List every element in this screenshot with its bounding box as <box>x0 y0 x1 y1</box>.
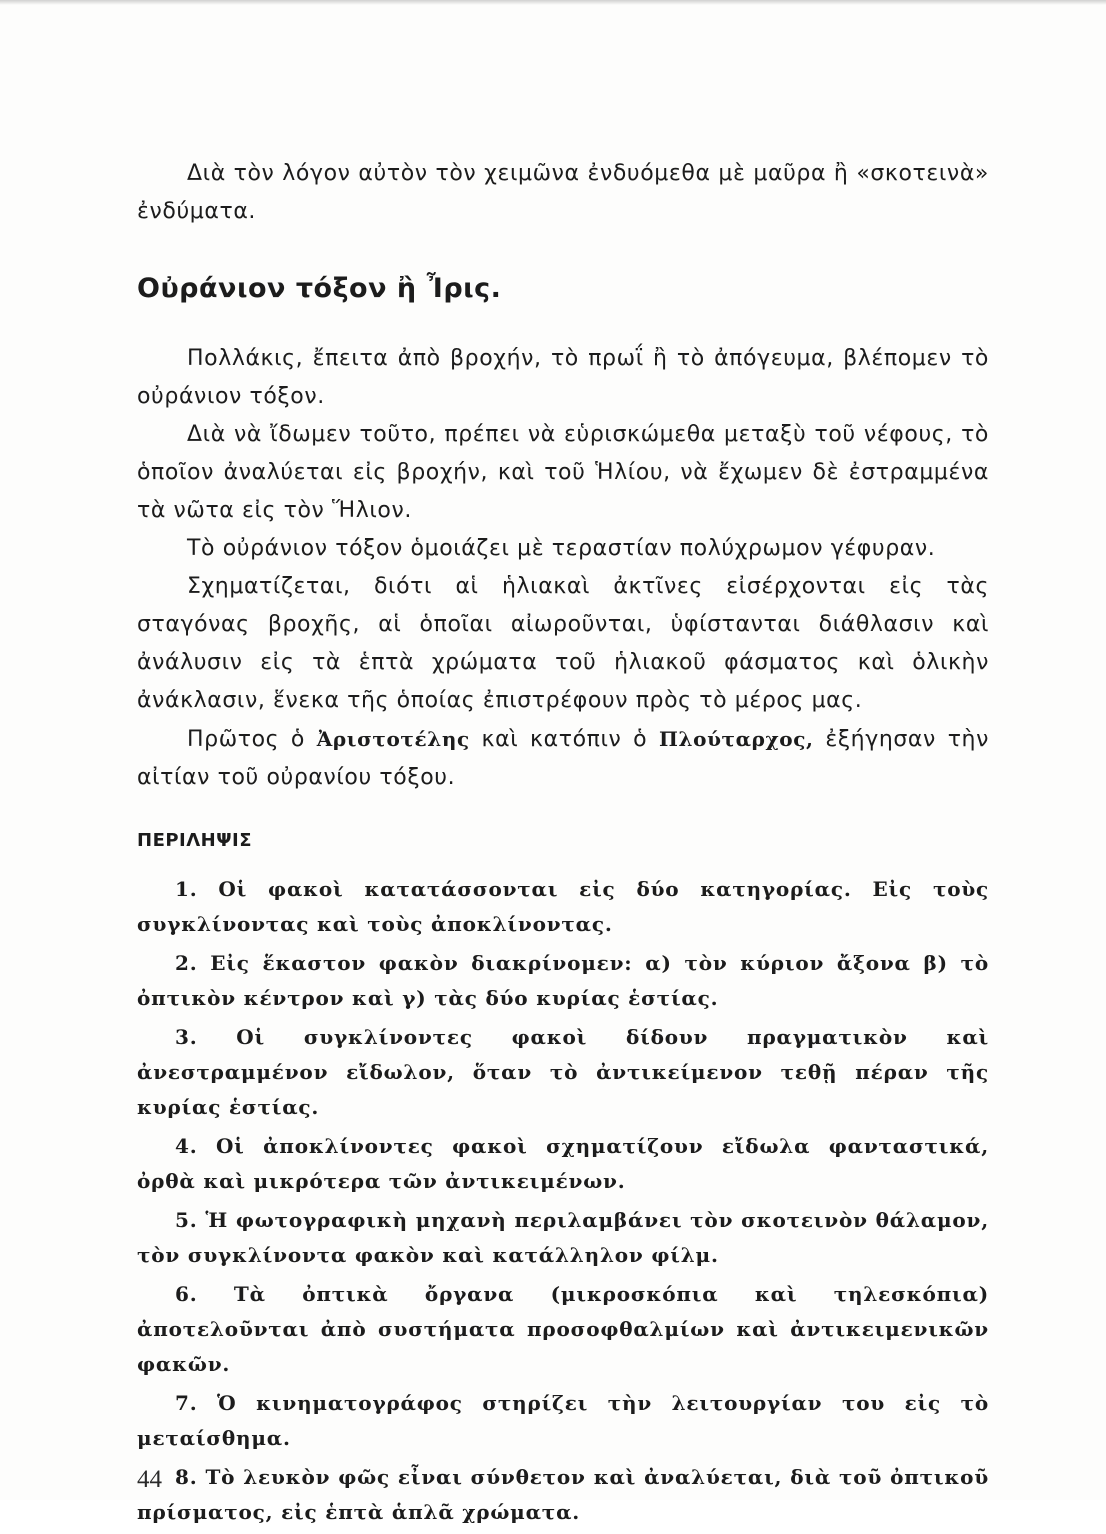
summary-item-3: 3. Οἱ συγκλίνοντες φακοὶ δίδουν πραγματικὸν καὶ ἀνεστραμμένον εἴδωλον, ὅταν τὸ ἀντικείμενον τεθῇ πέραν τῆς κυρίας ἑστίας. <box>137 1025 989 1119</box>
summary-item-6: 6. Τὰ ὀπτικὰ ὄργανα (μικροσκόπια καὶ τηλεσκόπια) ἀποτελοῦνται ἀπὸ συστήματα προσοφθαλμίων καὶ ἀντικειμενικῶν φακῶν. <box>137 1282 989 1376</box>
scan-edge <box>0 0 1106 5</box>
summary-item-5: 5. Ἡ φωτογραφικὴ μηχανὴ περιλαμβάνει τὸν σκοτεινὸν θάλαμον, τὸν συγκλίνοντα φακὸν καὶ κατάλληλον φίλμ. <box>137 1208 989 1267</box>
summary-item-2: 2. Εἰς ἕκαστον φακὸν διακρίνομεν: α) τὸν κύριον ἄξονα β) τὸ ὀπτικὸν κέντρον καὶ γ) τὰς δύο κυρίας ἑστίας. <box>137 951 989 1010</box>
history-middle: καὶ κατόπιν ὁ <box>469 727 660 752</box>
page-number: 44 <box>137 1466 162 1493</box>
intro-paragraph: Διὰ τὸν λόγον αὐτὸν τὸν χειμῶνα ἐνδυόμεθα μὲ μαῦρα ἢ «σκοτεινὰ» ἐνδύματα. <box>137 161 989 224</box>
body-paragraph-1: Πολλάκις, ἔπειτα ἀπὸ βροχήν, τὸ πρωΐ ἢ τὸ ἀπόγευμα, βλέπομεν τὸ οὐράνιον τόξον. <box>137 346 989 409</box>
history-after: ἐξήγησαν τὴν αἰτίαν τοῦ οὐρανίου τόξου. <box>137 727 989 790</box>
history-before: Πρῶτος ὁ <box>187 727 317 752</box>
summary-item-4: 4. Οἱ ἀποκλίνοντες φακοὶ σχηματίζουν εἴδωλα φανταστικά, ὀρθὰ καὶ μικρότερα τῶν ἀντικειμένων. <box>137 1134 989 1193</box>
body-text <box>137 340 989 797</box>
name-aristotle: Ἀριστοτέλης <box>316 727 470 751</box>
summary-list <box>137 872 989 1534</box>
summary-item-7: 7. Ὁ κινηματογράφος στηρίζει τὴν λειτουργίαν του εἰς τὸ μεταίσθημα. <box>137 1391 989 1450</box>
summary-title: ΠΕΡΙΛΗΨΙΣ <box>137 830 253 851</box>
body-paragraph-2: Διὰ νὰ ἴδωμεν τοῦτο, πρέπει νὰ εὑρισκώμεθα μεταξὺ τοῦ νέφους, τὸ ὁποῖον ἀναλύεται εἰς βροχήν, καὶ τοῦ Ἡλίου, νὰ ἔχωμεν δὲ ἐστραμμένα τὰ νῶτα εἰς τὸν Ἥλιον. <box>137 422 989 523</box>
history-paragraph <box>137 720 989 797</box>
body-paragraph-4: Σχηματίζεται, διότι αἱ ἡλιακαὶ ἀκτῖνες εἰσέρχονται εἰς τὰς σταγόνας βροχῆς, αἱ ὁποῖαι αἰωροῦνται, ὑφίστανται διάθλασιν καὶ ἀνάλυσιν εἰς τὰ ἑπτὰ χρώματα τοῦ ἡλιακοῦ φάσματος καὶ ὁλικὴν ἀνάκλασιν, ἕνεκα τῆς ὁποίας ἐπιστρέφουν πρὸς τὸ μέρος μας. <box>137 574 989 713</box>
section-heading: Οὐράνιον τόξον ἢ Ἶρις. <box>137 273 502 304</box>
body-paragraph-3: Τὸ οὐράνιον τόξον ὁμοιάζει μὲ τεραστίαν πολύχρωμον γέφυραν. <box>187 536 936 561</box>
name-plutarch: Πλούταρχος, <box>659 727 814 751</box>
summary-item-1: 1. Οἱ φακοὶ κατατάσσονται εἰς δύο κατηγορίας. Εἰς τοὺς συγκλίνοντας καὶ τοὺς ἀποκλίνοντας. <box>137 877 989 936</box>
summary-item-8: 8. Τὸ λευκὸν φῶς εἶναι σύνθετον καὶ ἀναλύεται, διὰ τοῦ ὀπτικοῦ πρίσματος, εἰς ἑπτὰ ἁπλᾶ χρώματα. <box>137 1465 989 1524</box>
